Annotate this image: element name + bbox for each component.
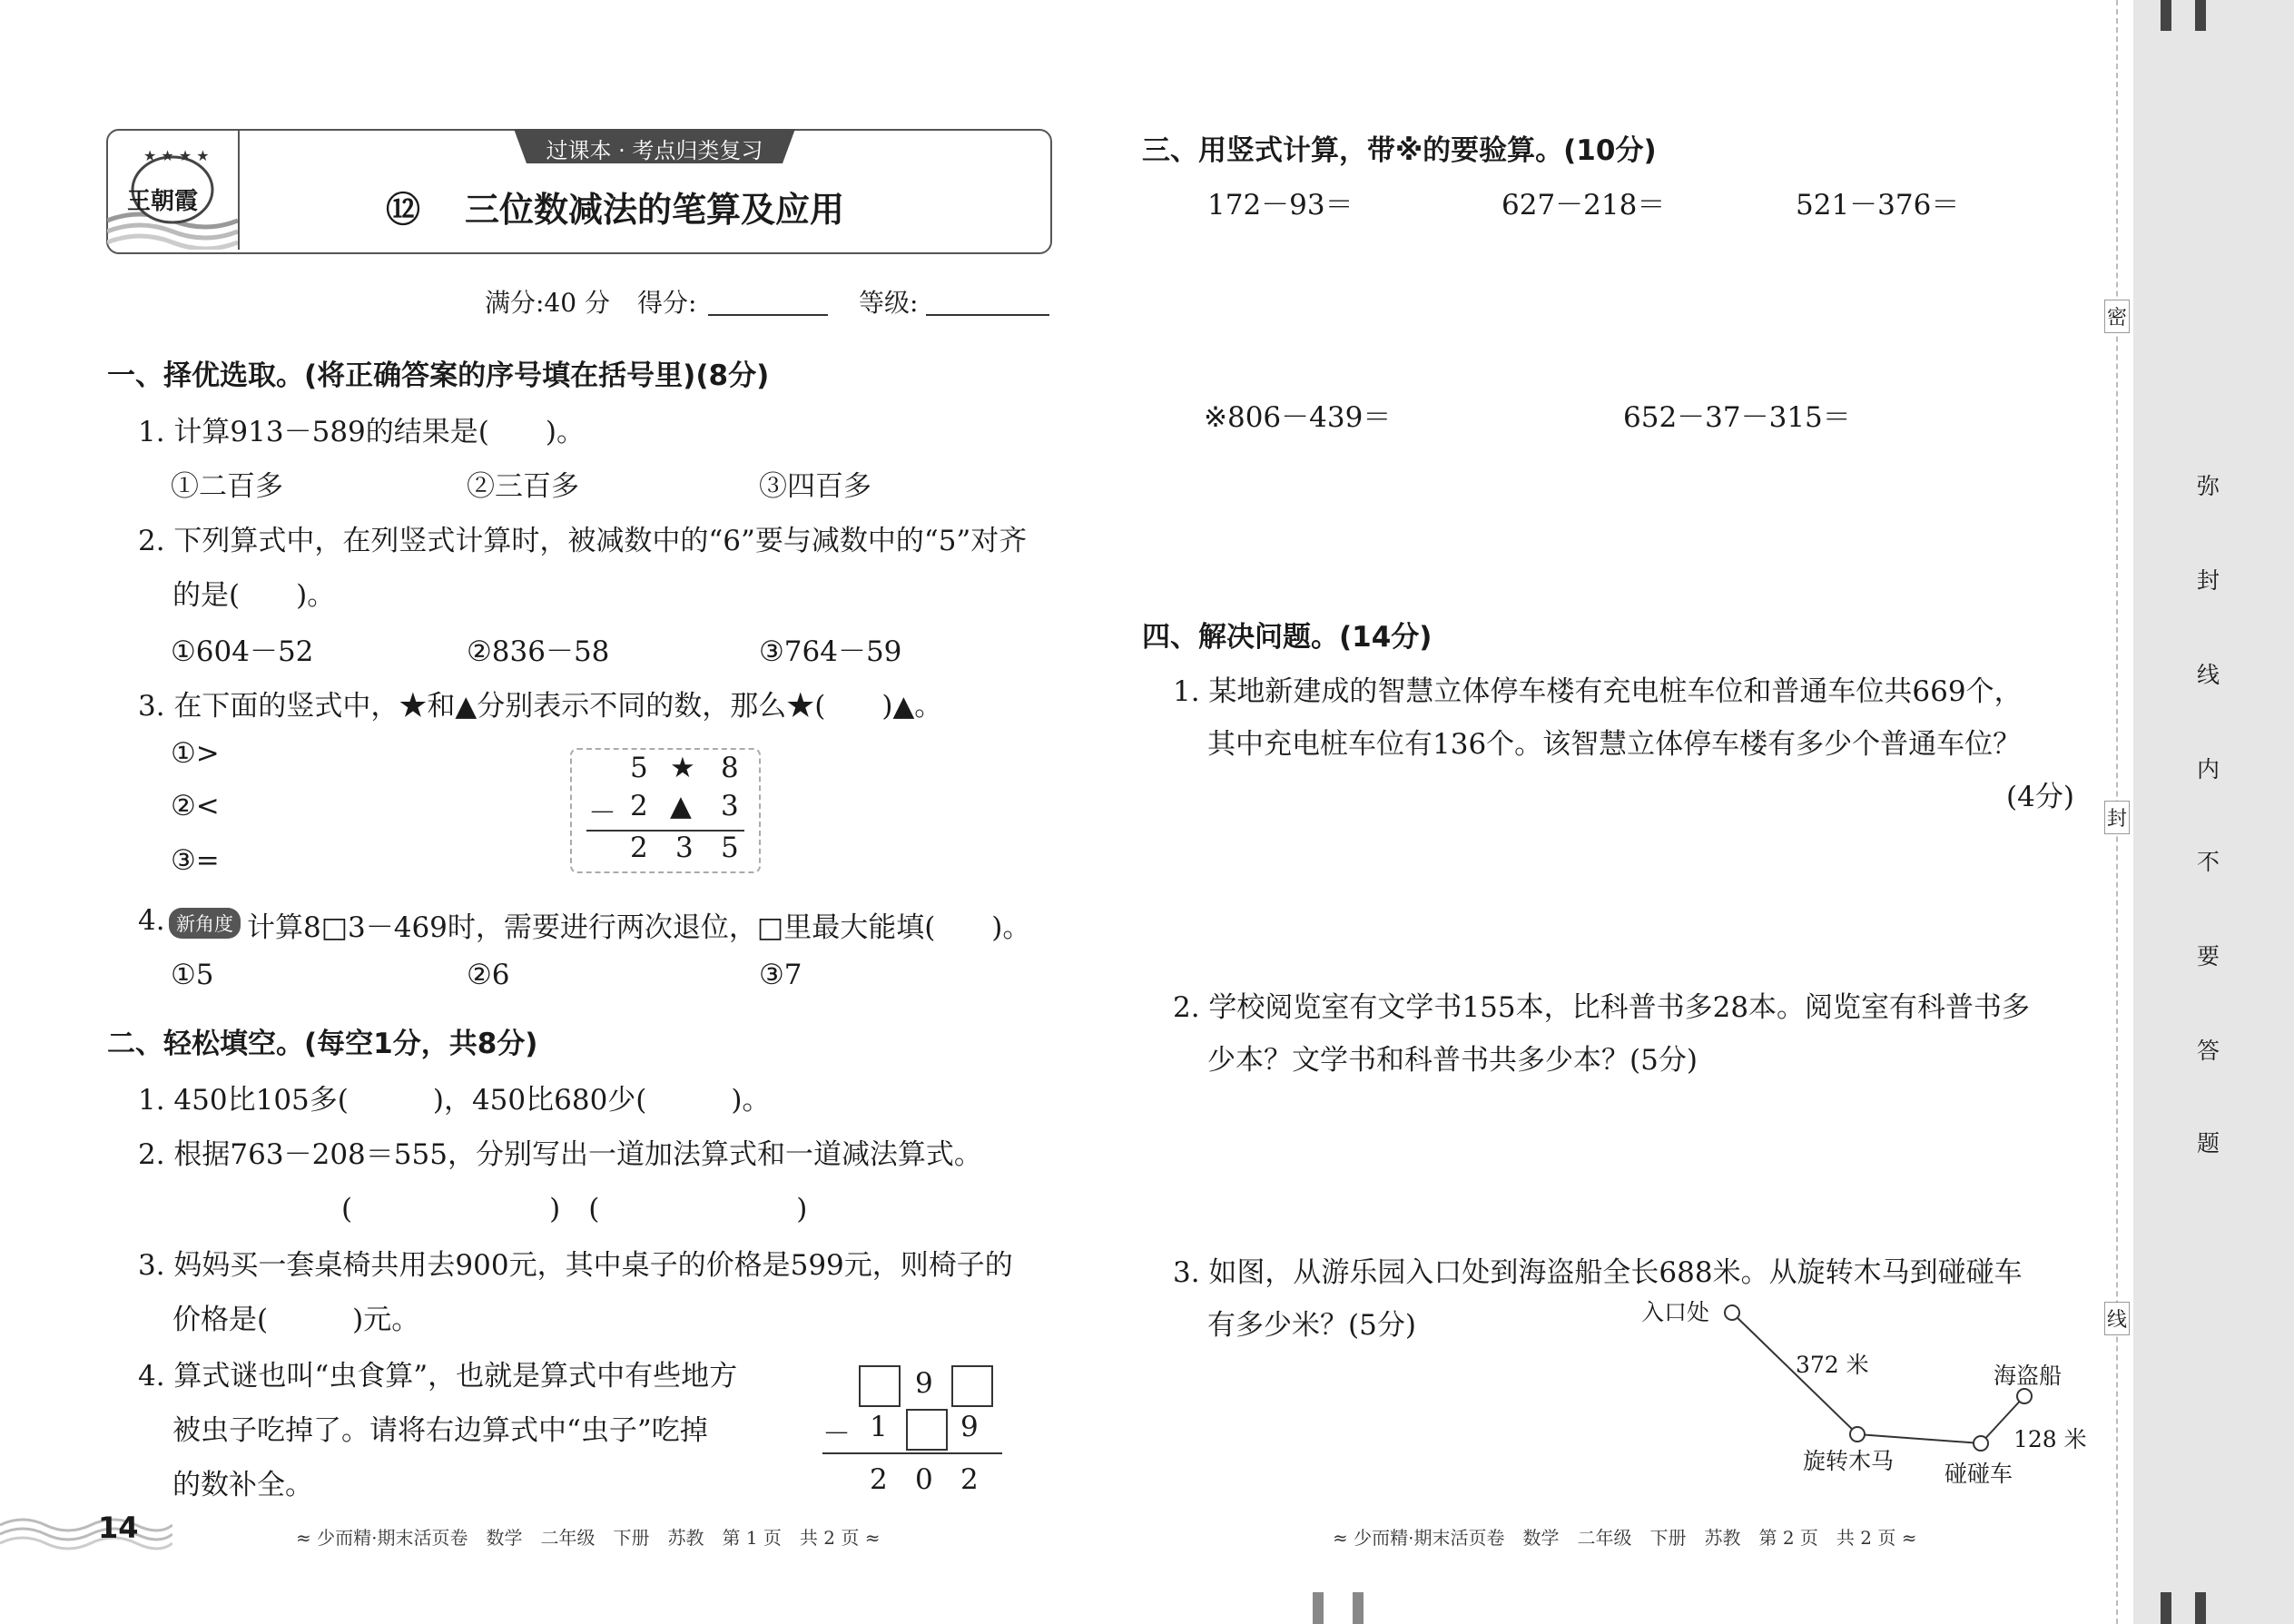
s4-q2-line1: 2. 学校阅览室有文学书155本，比科普书多28本。阅览室有科普书多 xyxy=(1173,991,2031,1024)
puzzle-digit: 9 xyxy=(960,1411,979,1443)
map-label-distance-1: 372 米 xyxy=(1796,1352,1869,1378)
s2-q3-line1: 3. 妈妈买一套桌椅共用去900元，其中桌子的价格是599元，则椅子的 xyxy=(138,1249,1013,1282)
s1-q4-prefix: 4. xyxy=(138,904,165,937)
banner-text: 过课本 · 考点归类复习 xyxy=(546,138,763,163)
s1-q1-option-2[interactable]: ②三百多 xyxy=(467,470,579,503)
s1-q1-option-1[interactable]: ①二百多 xyxy=(171,470,283,503)
s2-q2: 2. 根据763－208＝555，分别写出一道加法算式和一道减法算式。 xyxy=(138,1138,982,1171)
s2-q2-blanks[interactable]: ( ) ( ) xyxy=(341,1193,808,1225)
grade-blank[interactable] xyxy=(926,314,1049,316)
vertical-digit: 2 xyxy=(630,790,648,822)
margin-warning-char: 答 xyxy=(2197,1038,2220,1064)
missing-digit-box[interactable] xyxy=(906,1409,948,1451)
s1-q3-option-2[interactable]: ②< xyxy=(171,790,220,822)
section3-title: 三、用竖式计算，带※的要验算。(10分) xyxy=(1142,134,1657,167)
s3-problem-5: 652－37－315＝ xyxy=(1623,401,1851,434)
s2-q4-line3: 的数补全。 xyxy=(172,1469,313,1501)
s1-q4-option-1[interactable]: ①5 xyxy=(171,959,214,991)
s1-q2-option-3[interactable]: ③764－59 xyxy=(759,635,902,668)
svg-text:★ ★ ★ ★: ★ ★ ★ ★ xyxy=(143,147,210,164)
vertical-digit: 8 xyxy=(721,752,739,784)
logo xyxy=(107,130,240,250)
footer-wave-icon xyxy=(0,1507,172,1561)
triangle-symbol: ▲ xyxy=(670,790,692,822)
puzzle-line xyxy=(822,1452,1002,1454)
footer-right: ≈ 少而精·期末活页卷 数学 二年级 下册 苏教 第 2 页 共 2 页 ≈ xyxy=(1333,1527,1917,1549)
margin-warning-char: 要 xyxy=(2197,943,2220,969)
puzzle-digit: 2 xyxy=(870,1463,888,1496)
margin-warning-char: 封 xyxy=(2197,567,2220,594)
map-label-bumper: 碰碰车 xyxy=(1944,1461,2013,1487)
binder-tab xyxy=(2161,1592,2171,1624)
binder-tab xyxy=(2195,0,2206,31)
puzzle-digit: 1 xyxy=(870,1411,888,1443)
s1-q4: 计算8□3－469时，需要进行两次退位，□里最大能填( )。 xyxy=(247,911,1031,944)
missing-digit-box[interactable] xyxy=(951,1365,993,1407)
margin-warning-char: 线 xyxy=(2197,662,2220,688)
margin-mark: 线 xyxy=(2104,1302,2130,1335)
vertical-digit: 2 xyxy=(630,832,648,864)
s2-q4-line1: 4. 算式谜也叫“虫食算”，也就是算式中有些地方 xyxy=(138,1360,738,1393)
carousel-point-icon xyxy=(1850,1427,1865,1442)
binder-tab xyxy=(2161,0,2171,31)
vertical-digit: 5 xyxy=(721,832,739,864)
s4-q1-line2: 其中充电桩车位有136个。该智慧立体停车楼有多少个普通车位？ xyxy=(1207,728,2022,761)
s2-q4-line2: 被虫子吃掉了。请将右边算式中“虫子”吃掉 xyxy=(172,1414,708,1447)
s1-q3-option-1[interactable]: ①> xyxy=(171,737,220,770)
vertical-digit: 3 xyxy=(721,790,739,822)
margin-warning-char: 不 xyxy=(2197,849,2220,875)
score-blank[interactable] xyxy=(708,314,828,316)
new-angle-badge: 新角度 xyxy=(169,908,241,939)
puzzle-digit: 9 xyxy=(915,1367,933,1400)
section1-title: 一、择优选取。(将正确答案的序号填在括号里)(8分) xyxy=(107,359,770,392)
star-symbol: ★ xyxy=(670,752,695,784)
logo-text: 王朝霞 xyxy=(127,188,199,215)
s1-q2-option-2[interactable]: ②836－58 xyxy=(467,635,610,668)
binder-tab xyxy=(1353,1592,1364,1624)
score-label: 得分: xyxy=(637,288,697,318)
section2-title: 二、轻松填空。(每空1分，共8分) xyxy=(107,1028,538,1060)
margin-warning-char: 题 xyxy=(2197,1130,2220,1156)
binder-tab xyxy=(1313,1592,1324,1624)
s1-q2-line1: 2. 下列算式中，在列竖式计算时，被减数中的“6”要与减数中的“5”对齐 xyxy=(138,525,1028,557)
map-label-distance-3: 128 米 xyxy=(2013,1426,2087,1452)
margin-mark: 密 xyxy=(2104,300,2130,333)
lesson-number: ⑫ xyxy=(386,190,421,230)
section4-title: 四、解决问题。(14分) xyxy=(1142,621,1433,654)
grade-label: 等级: xyxy=(859,288,919,318)
vertical-digit: 5 xyxy=(630,752,648,784)
page-number: 14 xyxy=(98,1511,139,1545)
s3-problem-4: ※806－439＝ xyxy=(1204,401,1392,434)
binding-strip xyxy=(2133,0,2294,1624)
s1-q4-option-3[interactable]: ③7 xyxy=(759,959,802,991)
map-label-pirate: 海盗船 xyxy=(1994,1363,2063,1389)
s1-q1-option-3[interactable]: ③四百多 xyxy=(759,470,871,503)
puzzle-digit: 0 xyxy=(915,1463,933,1496)
s4-q3-line1: 3. 如图，从游乐园入口处到海盗船全长688米。从旋转木马到碰碰车 xyxy=(1173,1256,2023,1289)
page-title: 三位数减法的笔算及应用 xyxy=(465,190,845,230)
s1-q2-line2: 的是( )。 xyxy=(172,579,336,612)
map-label-carousel: 旋转木马 xyxy=(1803,1448,1895,1474)
entrance-point-icon xyxy=(1725,1305,1739,1320)
margin-warning-char: 内 xyxy=(2197,756,2220,782)
footer-left: ≈ 少而精·期末活页卷 数学 二年级 下册 苏教 第 1 页 共 2 页 ≈ xyxy=(296,1527,881,1549)
minus-sign: － xyxy=(588,797,616,830)
map-label-entrance: 入口处 xyxy=(1641,1299,1710,1325)
binder-tab xyxy=(2195,1592,2206,1624)
s1-q4-option-2[interactable]: ②6 xyxy=(467,959,510,991)
s4-q1-score: (4分) xyxy=(2006,781,2074,813)
s3-problem-3: 521－376＝ xyxy=(1796,189,1960,221)
vertical-digit: 3 xyxy=(675,832,694,864)
s1-q3-option-3[interactable]: ③= xyxy=(171,844,220,877)
s4-q3-line2: 有多少米？(5分) xyxy=(1207,1309,1416,1342)
s2-q1: 1. 450比105多( )，450比680少( )。 xyxy=(138,1084,771,1117)
s1-q2-option-1[interactable]: ①604－52 xyxy=(171,635,314,668)
s1-q1: 1. 计算913－589的结果是( )。 xyxy=(138,416,585,448)
minus-sign: － xyxy=(822,1418,851,1451)
pirate-point-icon xyxy=(2017,1389,2032,1403)
puzzle-digit: 2 xyxy=(960,1463,979,1496)
bumper-point-icon xyxy=(1974,1436,1988,1451)
s4-q2-line2: 少本？文学书和科普书共多少本？(5分) xyxy=(1207,1044,1698,1077)
missing-digit-box[interactable] xyxy=(859,1365,901,1407)
margin-warning-char: 弥 xyxy=(2197,473,2220,499)
s3-problem-1: 172－93＝ xyxy=(1207,189,1354,221)
s4-q1-line1: 1. 某地新建成的智慧立体停车楼有充电桩车位和普通车位共669个， xyxy=(1173,675,2023,708)
s1-q3: 3. 在下面的竖式中，★和▲分别表示不同的数，那么★( )▲。 xyxy=(138,690,943,723)
s3-problem-2: 627－218＝ xyxy=(1501,189,1666,221)
margin-mark: 封 xyxy=(2104,801,2130,834)
s2-q3-line2: 价格是( )元。 xyxy=(172,1304,420,1336)
full-score: 满分:40 分 xyxy=(485,288,610,318)
